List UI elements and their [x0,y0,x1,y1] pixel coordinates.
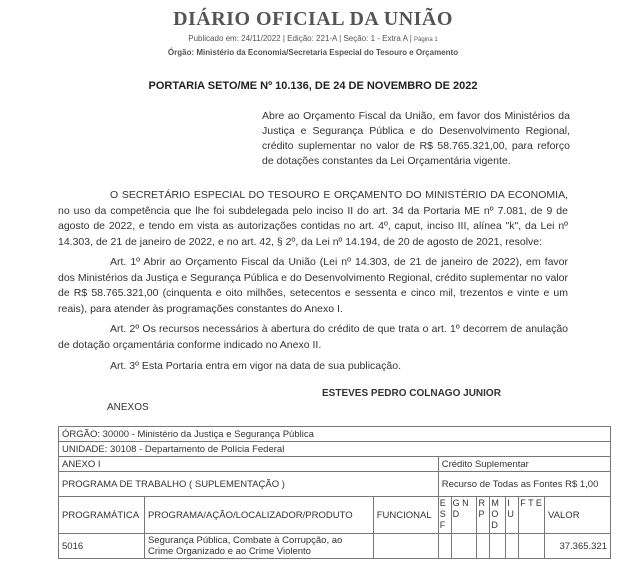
issuing-organ: Órgão: Ministério da Economia/Secretaria Especial do Tesouro e Orçamento [167,48,459,57]
ementa: Abre ao Orçamento Fiscal da União, em favor dos Ministérios da Justiça e Segurança Pública e do Desenvolvimento Regional, crédito suplementar no valor de R$ 58.765.321,00, para reforço de dotações constantes da Lei Orçamentária vigente. [262,110,570,167]
organ-row: ÓRGÃO: 30000 - Ministério da Justiça e Segurança Pública [59,427,611,442]
annex-table [58,426,611,559]
col-mod: M O D [490,497,506,534]
row-funcional [373,534,438,559]
article-1 [58,255,568,317]
col-programatica: PROGRAMÁTICA [59,497,145,534]
article-2-text: Art. 2º Os recursos necessários à abertura do crédito de que trata o art. 1º decorrem de anulação de dotação orçamentária conforme indicado no Anexo II. [58,323,568,351]
row-rp [477,534,490,559]
col-rp: R P [477,497,490,534]
resource-label-cell: Recurso de Todas as Fontes R$ 1,00 [438,472,610,497]
row-programatica: 5016 [59,534,145,559]
article-1-text: Art. 1º Abrir ao Orçamento Fiscal da União (Lei nº 14.303, de 21 de janeiro de 2022), em favor dos Ministérios da Justiça e Segurança Pública e do Desenvolvimento Regional, crédito suplementar no valor de R$ 58.765.321,00 (cinquenta e oito milhões, setecentos e sessenta e cinco mil, trezentos e vinte e um reais), para atender às programações constantes do Anexo I. [58,256,568,315]
row-esf [438,534,451,559]
row-programa: Segurança Pública, Combate à Corrupção, ao Crime Organizado e ao Crime Violento [144,534,373,559]
col-funcional: FUNCIONAL [373,497,438,534]
row-valor: 37.365.321 [545,534,611,559]
publication-info: Publicado em: 24/11/2022 | Edição: 221-A | Seção: 1 - Extra A | [188,34,412,43]
col-programa: PROGRAMA/AÇÃO/LOCALIZADOR/PRODUTO [144,497,373,534]
credit-type-cell: Crédito Suplementar [438,457,610,472]
row-mod [490,534,506,559]
page-number: Página 1 [414,37,438,43]
row-iu [506,534,519,559]
col-valor: VALOR [545,497,611,534]
table-row [59,534,611,559]
col-iu: I U [506,497,519,534]
unit-row: UNIDADE: 30108 - Departamento de Polícia Federal [59,442,611,457]
row-gnd [451,534,477,559]
preamble-text: O SECRETÁRIO ESPECIAL DO TESOURO E ORÇAMENTO DO MINISTÉRIO DA ECONOMIA, no uso da competência que lhe foi subdelegada pelo inciso II do art. 34 da Portaria ME nº 7.081, de 9 de agosto de 2022, e tendo em vista as autorizações contidas no art. 4º, caput, inciso III, alínea "k", da Lei nº 14.303, de 21 de janeiro de 2022, e no art. 42, § 2º, da Lei nº 14.194, de 20 de agosto de 2021, resolve: [58,189,568,248]
signer-name: ESTEVES PEDRO COLNAGO JUNIOR [322,388,501,399]
program-label-cell: PROGRAMA DE TRABALHO ( SUPLEMENTAÇÃO ) [59,472,439,497]
publication-meta [0,34,626,43]
col-gnd: G N D [451,497,477,534]
row-fte [519,534,545,559]
col-esf: E S F [438,497,451,534]
annex-label-cell: ANEXO I [59,457,439,472]
article-3 [58,359,568,375]
newspaper-title: DIÁRIO OFICIAL DA UNIÃO [173,8,453,30]
document-title: PORTARIA SETO/ME Nº 10.136, DE 24 DE NOVEMBRO DE 2022 [148,80,478,92]
article-3-text: Art. 3º Esta Portaria entra em vigor na data de sua publicação. [110,360,401,372]
col-fte: F T E [519,497,545,534]
article-2 [58,322,568,353]
annexes-label: ANEXOS [107,402,149,413]
preamble-paragraph [58,188,568,250]
